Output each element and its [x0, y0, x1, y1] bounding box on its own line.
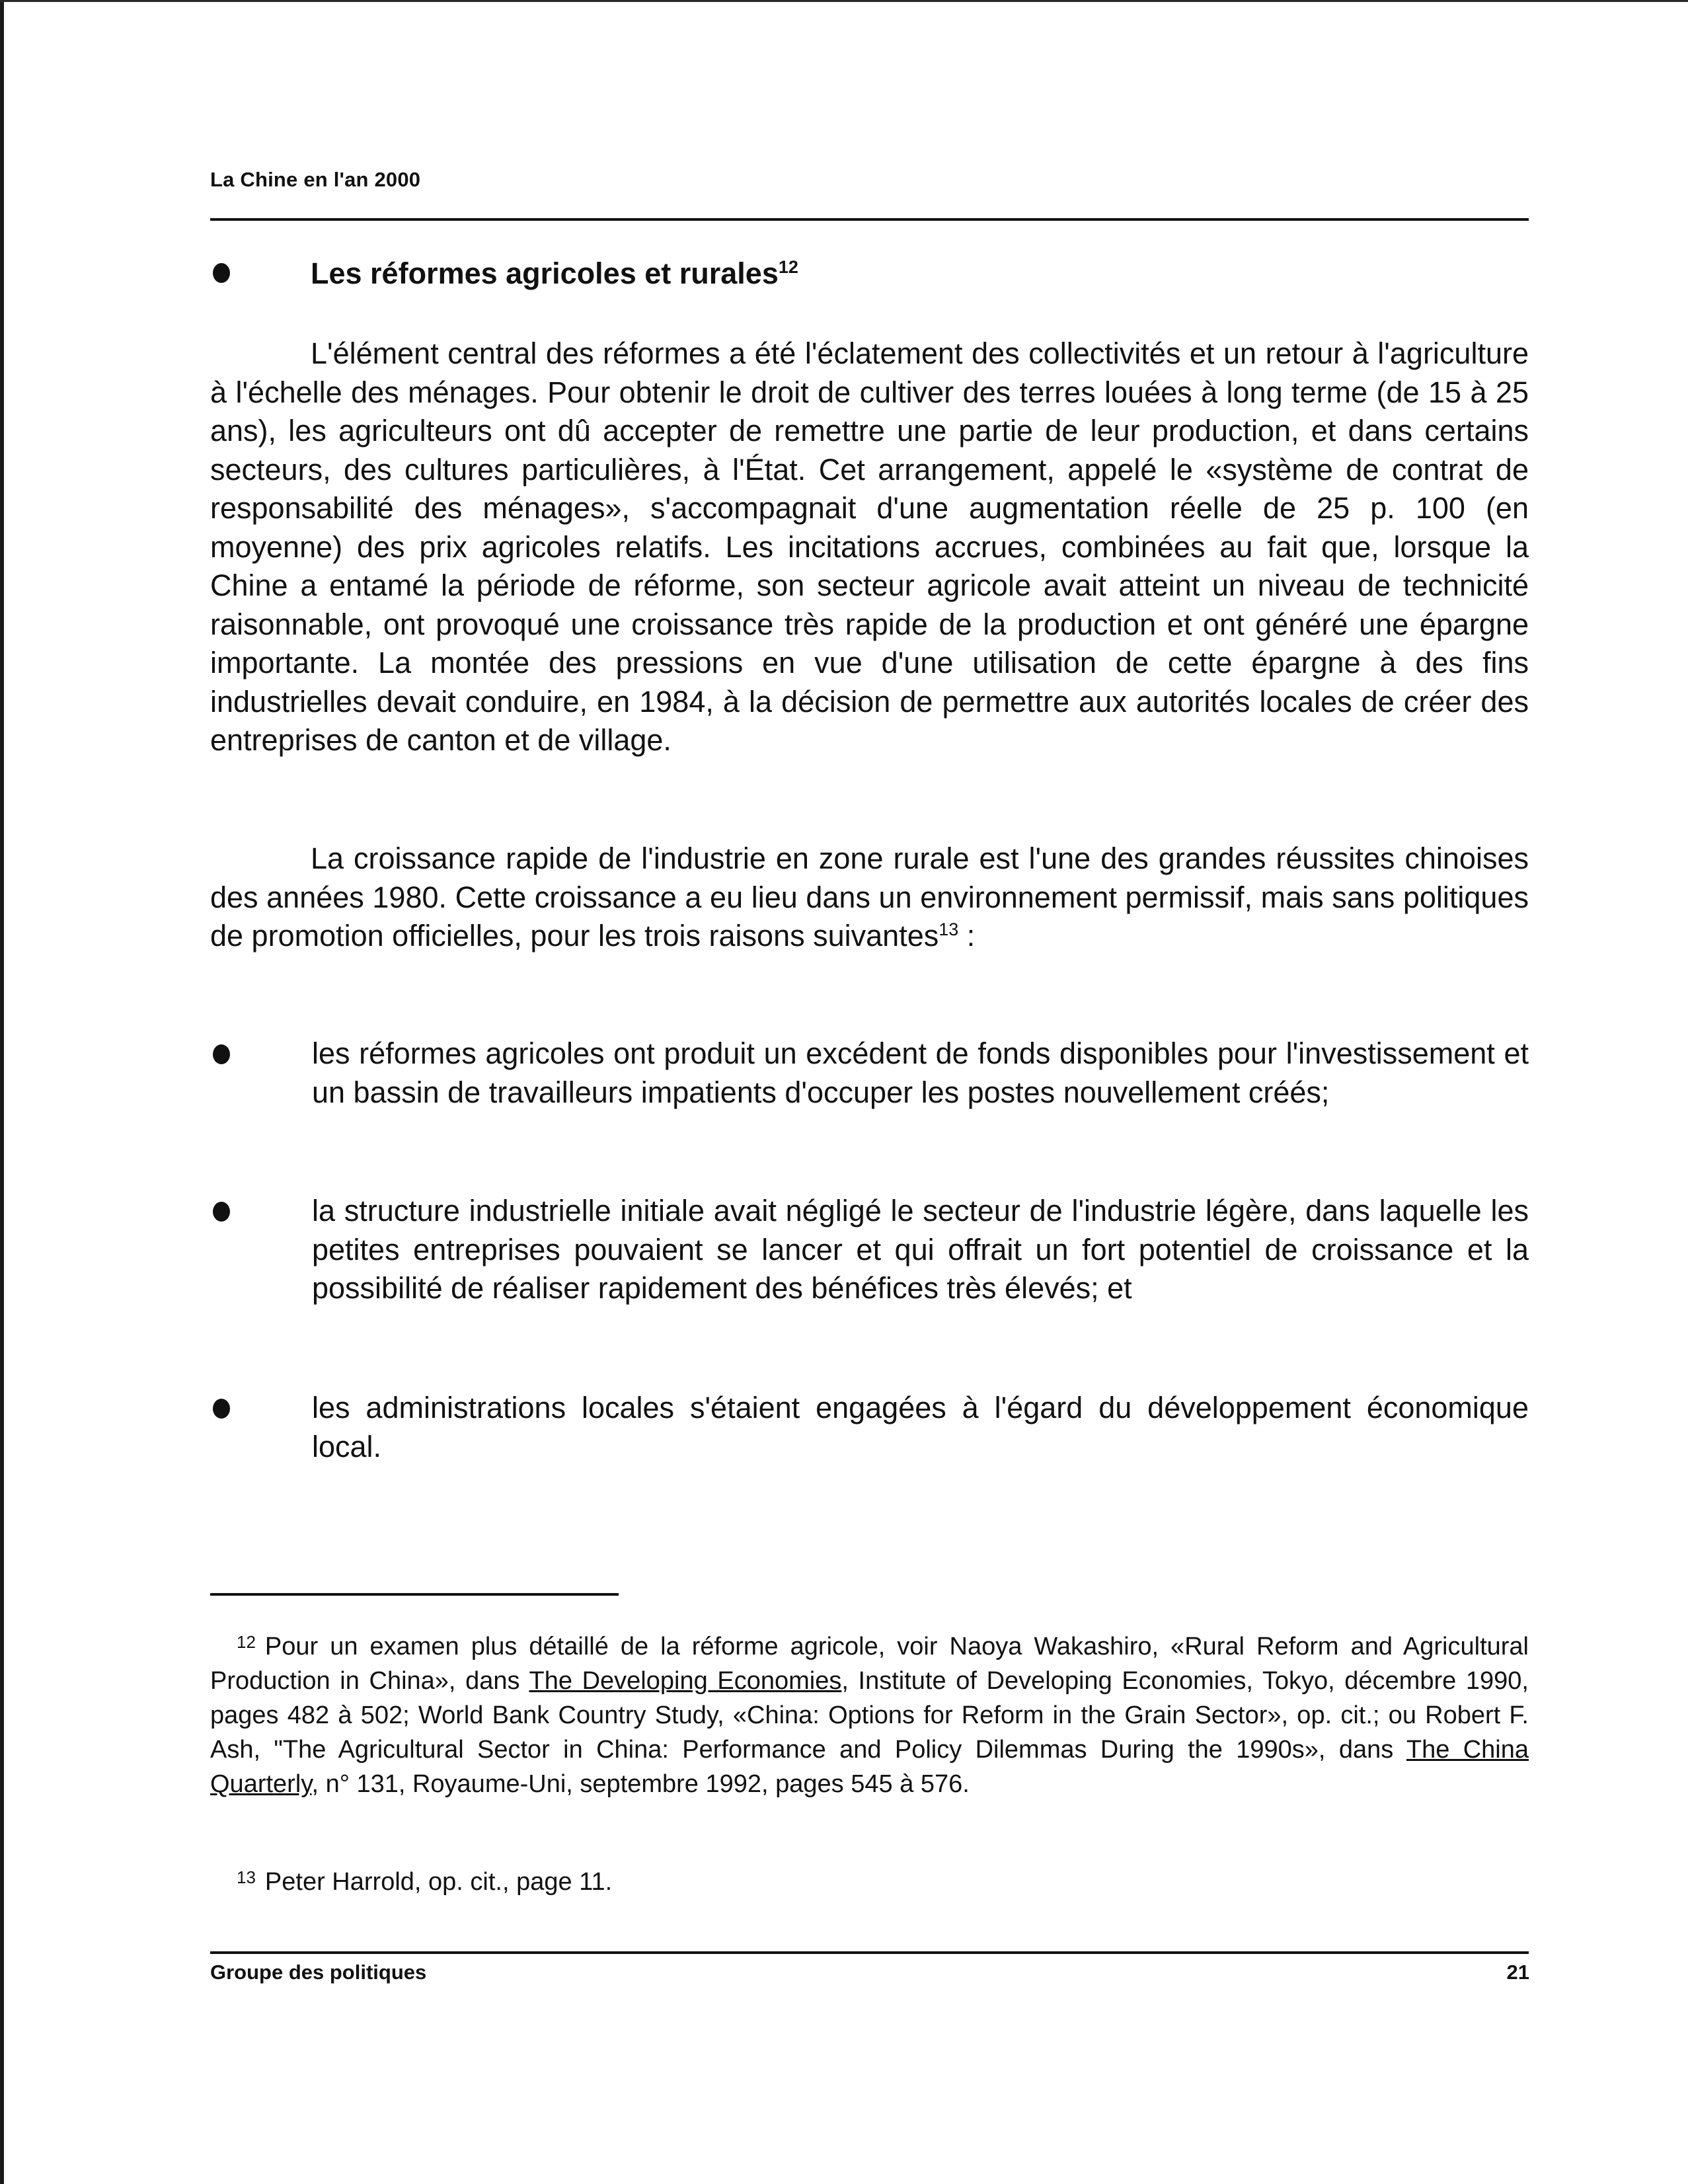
- section-title: [311, 256, 798, 291]
- list-item-1: les réformes agricoles ont produit un excédent de fonds disponibles pour l'investissement et un bassin de travailleurs impatients d'occuper les postes nouvellement créés;: [312, 1036, 1529, 1109]
- section-bullet-icon: [213, 263, 230, 283]
- scan-edge-top: [0, 0, 1688, 2]
- paragraph-2-colon: :: [958, 919, 976, 953]
- footnote-12-text-2: , Institute of Developing Economies, Tokyo, décembre 1990, pages 482 à 502; World Bank Country Study, «China: Options for Reform in the Grain Sector», op. cit.; ou Robert F. Ash, "The Agricultural Sector in China: Performance and Policy Dilemmas During the 1990s», dans: [210, 1667, 1529, 1764]
- footnote-13: [210, 1860, 1529, 1899]
- footnote-12: [210, 1625, 1529, 1801]
- footnote-12-number: 12: [237, 1632, 256, 1652]
- footnote-13-text: Peter Harrold, op. cit., page 11.: [264, 1868, 613, 1896]
- footnote-separator: [210, 1593, 619, 1596]
- footnote-12-journal-2: The China Quarterly: [210, 1736, 1529, 1798]
- footer-rule: [210, 1951, 1529, 1954]
- paragraph-1: L'élément central des réformes a été l'éclatement des collectivités et un retour à l'agriculture à l'échelle des ménages. Pour obtenir le droit de cultiver des terres louées à long terme (de 15 à 25 ans), les agriculteurs ont dû accepter de remettre une partie de leur production, et dans certains secteurs, des cultures particulières, à l'État. Cet arrangement, appelé le «système de contrat de responsabilité des ménages», s'accompagnait d'une augmentation réelle de 25 p. 100 (en moyenne) des prix agricoles relatifs. Les incitations accrues, combinées au fait que, lorsque la Chine a entamé la période de réforme, son secteur agricole avait atteint un niveau de technicité raisonnable, ont provoqué une croissance très rapide de la production et ont généré une épargne importante. La montée des pressions en vue d'une utilisation de cette épargne à des fins industrielles devait conduire, en 1984, à la décision de permettre aux autorités locales de créer des entreprises de canton et de village.: [210, 336, 1529, 757]
- section-title-text: Les réformes agricoles et rurales: [311, 256, 779, 290]
- list-bullet-icon: [213, 1202, 230, 1222]
- list-item-3: les administrations locales s'étaient engagées à l'égard du développement économique local.: [312, 1391, 1529, 1463]
- list-bullet-icon: [213, 1044, 230, 1064]
- list-bullet-icon: [213, 1399, 230, 1419]
- footer-title: Groupe des politiques: [210, 1961, 427, 1984]
- list-item-2: la structure industrielle initiale avait négligé le secteur de l'industrie légère, dans laquelle les petites entreprises pouvaient se lancer et qui offrait un fort potentiel de croissance et la possibilité de réaliser rapidement des bénéfices très élevés; et: [312, 1194, 1529, 1305]
- footnote-12-journal-1: The Developing Economies: [529, 1667, 842, 1695]
- footnote-ref-12: 12: [778, 257, 798, 277]
- footnote-ref-13: 13: [939, 919, 959, 939]
- footnote-12-text-3: , n° 131, Royaume-Uni, septembre 1992, pages 545 à 576.: [311, 1770, 970, 1798]
- footnote-13-number: 13: [237, 1867, 256, 1887]
- paragraph-2: [210, 839, 1529, 956]
- footnote-12-text-1: Pour un examen plus détaillé de la réforme agricole, voir Naoya Wakashiro, «Rural Reform and Agricultural Production in China», dans: [210, 1633, 1529, 1695]
- scan-edge: [0, 0, 4, 2184]
- page-number: 21: [1506, 1961, 1529, 1984]
- paragraph-2-text: La croissance rapide de l'industrie en zone rurale est l'une des grandes réussites chinoises des années 1980. Cette croissance a eu lieu dans un environnement permissif, mais sans politiques de promotion officielles, pour les trois raisons suivantes: [210, 841, 1529, 953]
- running-header: La Chine en l'an 2000: [210, 168, 421, 191]
- header-rule: [210, 218, 1529, 221]
